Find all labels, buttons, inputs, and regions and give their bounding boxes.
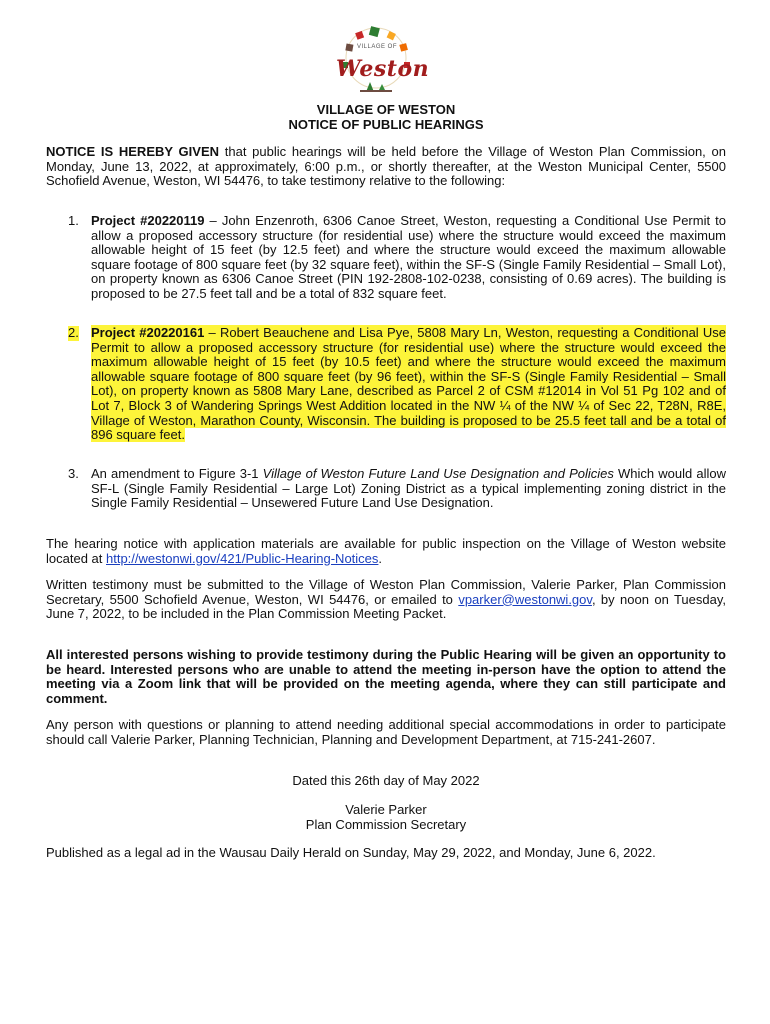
- signature-name: Valerie Parker: [345, 802, 427, 817]
- published-paragraph: Published as a legal ad in the Wausau Daily Herald on Sunday, May 29, 2022, and Monday, June 6, 2022.: [46, 845, 656, 860]
- accommodations-paragraph: Any person with questions or planning to attend needing additional special accommodations in order to participate should call Valerie Parker, Planning Technician, Planning and Development Department, at 715-241-2607.: [46, 717, 726, 747]
- written-testimony-paragraph: [46, 578, 726, 622]
- written-text: Written testimony must be submitted to the Village of Weston Plan Commission, Valerie Parker, Plan Commission Secretary, 5500 Schofield Avenue, Weston, WI 54476, or emailed to: [46, 577, 726, 607]
- signature-title: Plan Commission Secretary: [305, 817, 467, 832]
- item-text: – John Enzenroth, 6306 Canoe Street, Weston, requesting a Conditional Use Permit to allow a proposed accessory structure (for residential use) where the structure would exceed the maximum allowable height of 15 feet (by 12.5 feet) and where the structure would exceed the maximum allowable square footage of 800 square feet (by 32 square feet), within the SF-S (Single Family Residential – Small Lot), on property known as 6306 Canoe Street (PIN 192-2808-102-0238, consisting of 0.69 acres). The building is proposed to be 27.5 feet tall and be a total of 832 square feet.: [91, 213, 726, 301]
- item-number: 1.: [68, 213, 79, 228]
- item-prefix: An amendment to Figure 3-1: [91, 466, 263, 481]
- materials-text: The hearing notice with application materials are available for public inspection on the Village of Weston website located at: [46, 536, 726, 566]
- logo-small-text: VILLAGE OF: [356, 44, 397, 50]
- email-link[interactable]: vparker@westonwi.gov: [458, 591, 592, 607]
- logo-wordmark: Weston: [336, 56, 430, 82]
- written-end: , by noon on Tuesday, June 7, 2022, to be included in the Plan Commission Meeting Packet.: [46, 591, 726, 622]
- item-text: – Robert Beauchene and Lisa Pye, 5808 Mary Ln, Weston, requesting a Conditional Use Permit to allow a proposed accessory structure (for residential use) where the structure would exceed the maximum allowable height of 15 feet (by 10.5 feet) and where the structure would exceed the maximum allowable square footage of 800 square feet (by 96 feet), within the SF-S (Single Family Residential – Small Lot), on property known as 5808 Mary Lane, described as Parcel 2 of CSM #12014 in Vol 51 Pg 102 and of Lot 7, Block 3 of Wandering Springs West Addition located in the NW ¼ of the NW ¼ of Sec 22, T28N, R8E, Village of Weston, Marathon County, Wisconsin. The building is proposed to be 25.5 feet tall and be a total of 896 square feet.: [91, 325, 726, 443]
- item-text: Which would allow SF-L (Single Family Residential – Large Lot) Zoning District as a typical implementing zoning district in the Single Family Residential – Unsewered Future Land Use Designation.: [91, 466, 726, 511]
- project-id: Project #20220161: [91, 325, 205, 340]
- dated-line: Dated this 26th day of May 2022: [292, 773, 480, 788]
- intro-paragraph: [46, 145, 726, 189]
- zoom-notice-paragraph: All interested persons wishing to provide testimony during the Public Hearing will be given an opportunity to be heard. Interested persons who are unable to attend the meeting in-person have the option to attend the meeting via a Zoom link that will be provided on the meeting agenda, where they can still participate and comment.: [46, 647, 726, 706]
- materials-end: .: [378, 550, 383, 566]
- notice-titles: [46, 102, 726, 132]
- title-line-1: VILLAGE OF WESTON: [316, 102, 456, 117]
- hearing-notices-link[interactable]: http://westonwi.gov/421/Public-Hearing-Notices: [106, 550, 379, 566]
- hearing-item-3: [46, 467, 726, 511]
- intro-lead: NOTICE IS HEREBY GIVEN: [46, 144, 220, 159]
- item-italic-title: Village of Weston Future Land Use Designation and Policies: [262, 466, 614, 481]
- title-line-2: NOTICE OF PUBLIC HEARINGS: [288, 117, 484, 132]
- weston-logo: [330, 24, 430, 96]
- hearing-item-1: [46, 214, 726, 302]
- materials-paragraph: [46, 537, 726, 566]
- project-id: Project #20220119: [91, 213, 205, 228]
- hearing-item-2: [46, 326, 726, 443]
- item-number: 3.: [68, 466, 79, 481]
- intro-text: that public hearings will be held before the Village of Weston Plan Commission, on Monday, June 13, 2022, at approximately, 6:00 p.m., or shortly thereafter, at the Weston Municipal Center, 5500 Schofield Avenue, Weston, WI 54476, to take testimony relative to the following:: [46, 144, 726, 189]
- item-number: 2.: [68, 325, 79, 340]
